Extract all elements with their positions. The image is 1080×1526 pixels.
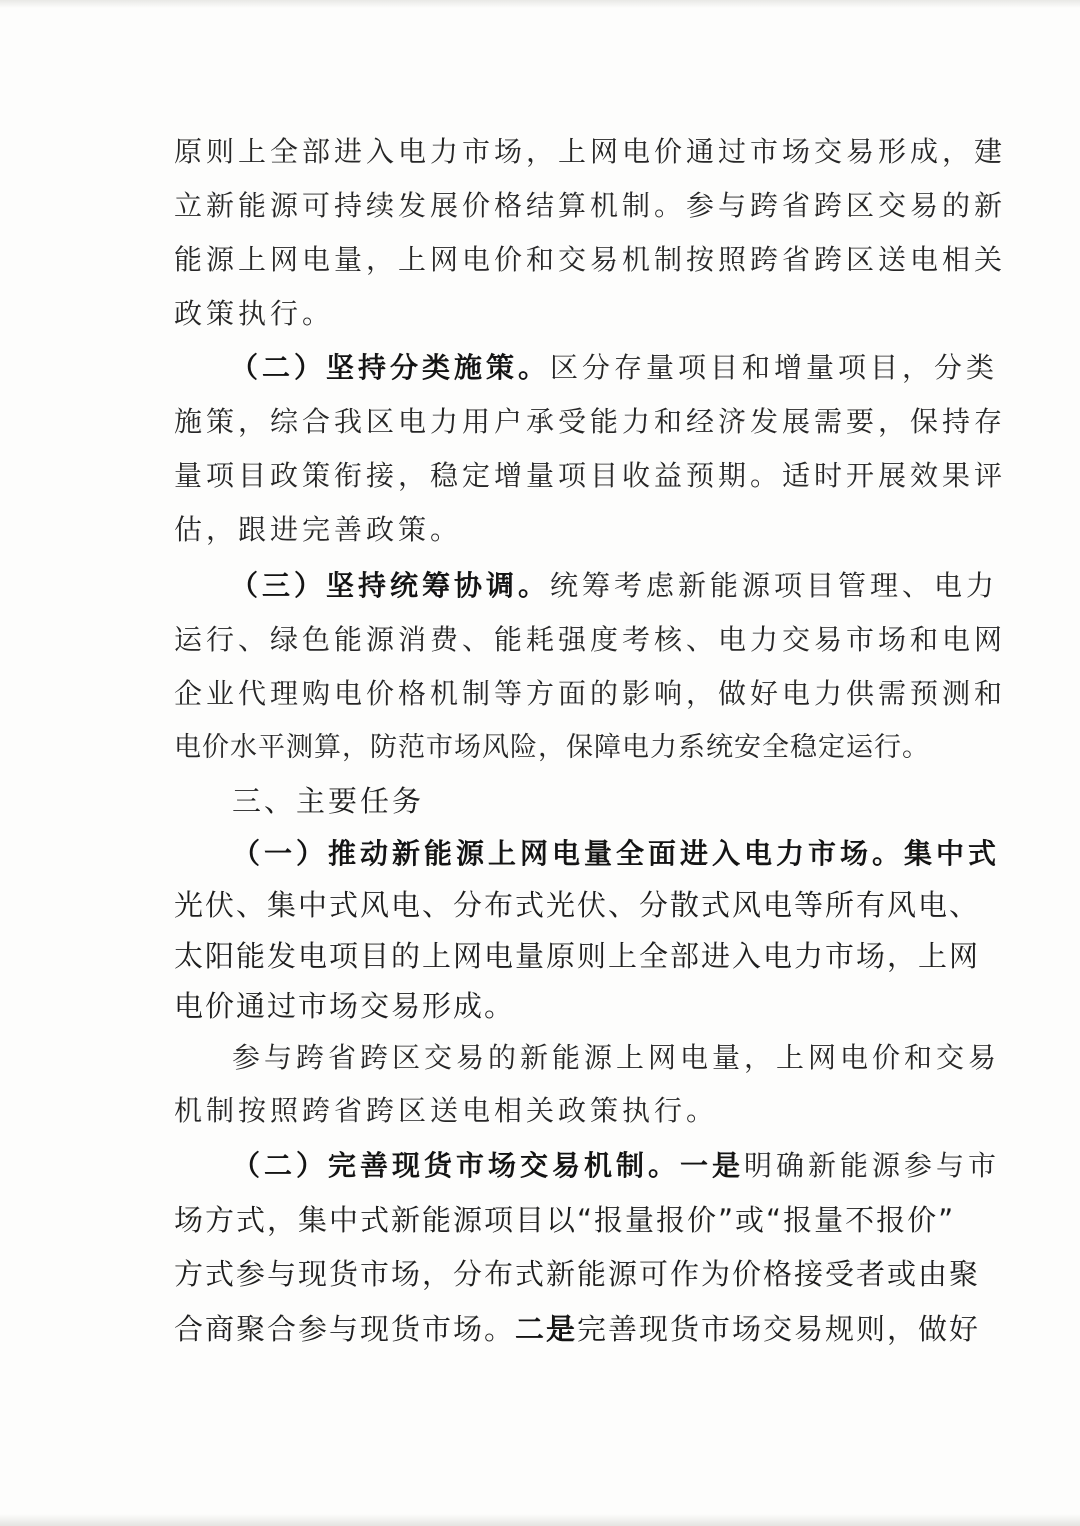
body-line: 立新能源可持续发展价格结算机制。参与跨省跨区交易的新 <box>174 189 1007 222</box>
body-line: 场方式，集中式新能源项目以“报量报价”或“报量不报价” <box>174 1203 956 1237</box>
body-line: 政策执行。 <box>174 297 335 330</box>
body-line: 运行、绿色能源消费、能耗强度考核、电力交易市场和电网 <box>174 623 1007 656</box>
body-line: 电价通过市场交易形成。 <box>174 989 516 1023</box>
paragraph-lead-text: 集中式 <box>904 837 1001 870</box>
paragraph-first-line: 参与跨省跨区交易的新能源上网电量，上网电价和交易 <box>232 1041 1001 1074</box>
body-text-bold: 二是 <box>515 1312 578 1346</box>
paragraph-lead-bold: （二）完善现货市场交易机制。 <box>232 1149 681 1182</box>
body-line: 太阳能发电项目的上网电量原则上全部进入电力市场，上网 <box>174 939 981 973</box>
body-line: 电价水平测算，防范市场风险，保障电力系统安全稳定运行。 <box>174 732 930 763</box>
paragraph-lead-text: 明确新能源参与市 <box>744 1149 1001 1182</box>
body-line: 能源上网电量，上网电价和交易机制按照跨省跨区送电相关 <box>174 243 1007 276</box>
body-line-mixed <box>174 1301 981 1357</box>
paragraph-first-line <box>230 558 999 614</box>
body-line: 方式参与现货市场，分布式新能源可作为价格接受者或由聚 <box>174 1257 981 1291</box>
body-line: 量项目政策衔接，稳定增量项目收益预期。适时开展效果评 <box>174 459 1007 492</box>
body-line: 机制按照跨省跨区送电相关政策执行。 <box>174 1094 719 1127</box>
body-text: 完善现货市场交易规则，做好 <box>577 1312 981 1346</box>
body-line: 施策，综合我区电力用户承受能力和经济发展需要，保持存 <box>174 405 1007 438</box>
body-line: 光伏、集中式风电、分布式光伏、分散式风电等所有风电、 <box>174 888 981 922</box>
body-line: 估，跟进完善政策。 <box>174 513 463 546</box>
body-line: 企业代理购电价格机制等方面的影响，做好电力供需预测和 <box>174 677 1007 710</box>
paragraph-first-line <box>230 340 999 396</box>
paragraph-first-line <box>232 826 1001 882</box>
page-top-edge <box>0 0 1080 8</box>
paragraph-lead-text: 区分存量项目和增量项目，分类 <box>550 351 999 384</box>
paragraph-first-line <box>232 1138 1001 1194</box>
section-heading: 三、主要任务 <box>232 784 425 818</box>
paragraph-lead-bold-2: 一是 <box>680 1149 745 1182</box>
paragraph-lead-bold: （三）坚持统筹协调。 <box>230 569 551 602</box>
paragraph-lead-bold: （一）推动新能源上网电量全面进入电力市场。 <box>232 837 905 870</box>
paragraph-lead-bold: （二）坚持分类施策。 <box>230 351 551 384</box>
paragraph-lead-text: 统筹考虑新能源项目管理、电力 <box>550 569 999 602</box>
page-bottom-edge <box>0 1514 1080 1526</box>
body-line: 原则上全部进入电力市场，上网电价通过市场交易形成，建 <box>174 135 1007 168</box>
body-text: 合商聚合参与现货市场。 <box>174 1312 516 1346</box>
